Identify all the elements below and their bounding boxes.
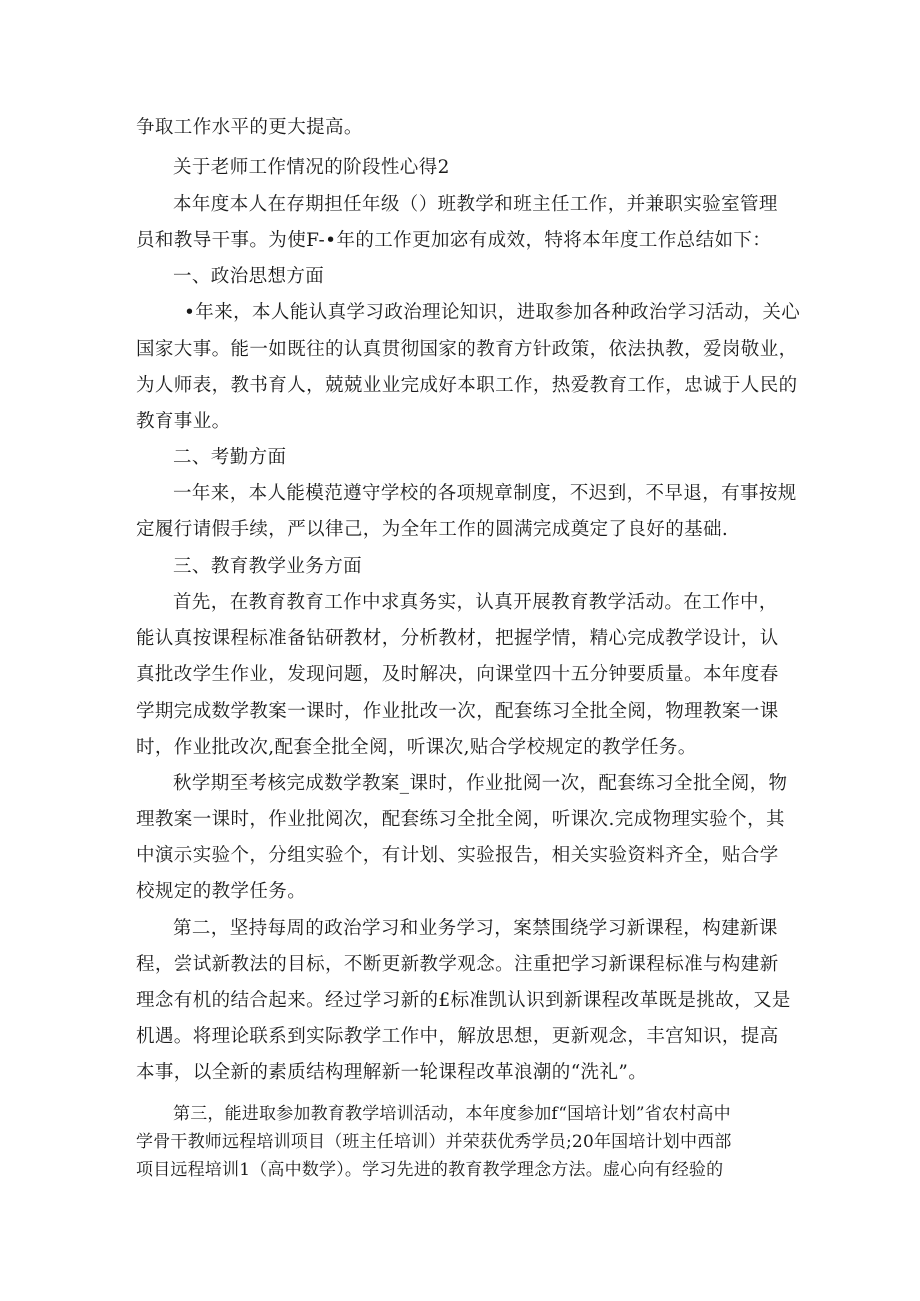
text-line: 时，作业批改次,配套全批全阅，听课次,贴合学校规定的教学任务。 xyxy=(136,737,697,758)
text-line: 理教案一课时，作业批阅次，配套练习全批全阅，听课次.完成物理实验个，其 xyxy=(136,809,785,830)
text-line: 秋学期至考核完成数学教案_课时，作业批阅一次，配套练习全批全阅，物 xyxy=(173,773,788,794)
text-line: 国家大事。能一如既往的认真贯彻国家的教育方针政策，依法执教，爱岗敬业， xyxy=(136,339,798,360)
text-line: 校规定的教学任务。 xyxy=(136,881,307,902)
text-line: 定履行请假手续，严以律己，为全年工作的圆满完成奠定了良好的基础. xyxy=(136,519,729,540)
text-line: 员和教导干事。为使F-•年的工作更加宓有成效，特将本年度工作总结如下： xyxy=(136,230,772,251)
text-line: 教育事业。 xyxy=(136,411,231,432)
text-line: 为人师表，教书育人，兢兢业业完成好本职工作，热爱教育工作，忠诚于人民的 xyxy=(136,375,798,396)
text-line: 争取工作水平的更大提高。 xyxy=(136,117,363,138)
section-title: 关于老师工作情况的阶段性心得2 xyxy=(173,157,450,178)
text-line: 中演示实验个，分组实验个，有计划、实验报告，相关实验资料齐全，贴合学 xyxy=(136,845,779,866)
text-line: 第二，坚持每周的政治学习和业务学习，案禁围绕学习新课程，构建新课 xyxy=(173,918,778,939)
text-line: 理念有机的结合起来。经过学习新的£标准凯认识到新课程改革既是挑故，又是 xyxy=(136,990,791,1011)
text-line: 项目远程培训1（高中数学）。学习先进的教育教学理念方法。虚心向有经验的 xyxy=(136,1160,724,1180)
section-heading: 一、政治思想方面 xyxy=(173,266,325,287)
text-line: 本事，以全新的素质结构理解新一轮课程改革浪潮的“洗礼”。 xyxy=(136,1062,648,1083)
text-line: 程，尝试新教法的目标，不断更新教学观念。注重把学习新课程标准与构建新 xyxy=(136,954,779,975)
text-line: 能认真按课程标准备钻研教材，分析教材，把握学情，精心完成教学设计，认 xyxy=(136,628,779,649)
text-line: •年来，本人能认真学习政治理论知识，进取参加各种政治学习活动，关心 xyxy=(184,302,801,323)
text-line: 第三，能进取参加教育教学培训活动，本年度参加f“国培计划”省农村高中 xyxy=(173,1104,731,1124)
text-line: 一年来，本人能模范遵守学校的各项规章制度，不迟到，不早退，有事按规 xyxy=(173,483,797,504)
text-line: 真批改学生作业，发现问题，及时解决，向课堂四十五分钟要质量。本年度春 xyxy=(136,664,779,685)
text-line: 机遇。将理论联系到实际教学工作中，解放思想，更新观念，丰宫知识，提高 xyxy=(136,1026,779,1047)
text-line: 学期完成数学教案一课时，作业批改一次，配套练习全批全阅，物理教案一课 xyxy=(136,701,779,722)
text-line: 首先，在教育教育工作中求真务实，认真开展教育教学活动。在工作中， xyxy=(173,592,778,613)
text-line: 学骨干教师远程培训项目（班主任培训）并荣获优秀学员;20年国培计划中西部 xyxy=(136,1132,732,1152)
text-line: 本年度本人在存期担任年级（）班教学和班主任工作，并兼职实验室管理 xyxy=(173,194,778,215)
section-heading: 三、教育教学业务方面 xyxy=(173,556,363,577)
section-heading: 二、考勤方面 xyxy=(173,447,287,468)
